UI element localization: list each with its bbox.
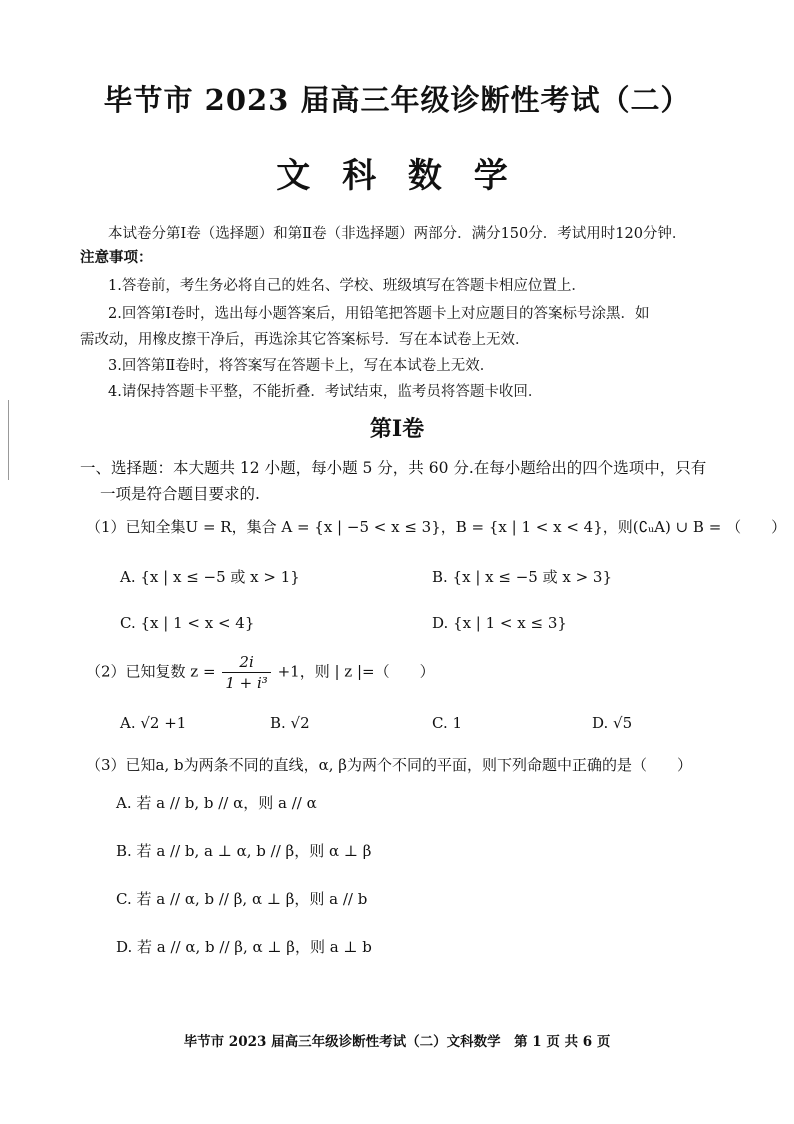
notice-item-2-cont: 需改动，用橡皮擦干净后，再选涂其它答案标号．写在本试卷上无效． [80,332,530,348]
question-2-option-c: C. 1 [432,714,463,732]
question-2-option-a: A. √2 +1 [120,714,187,732]
notice-item-4: 4.请保持答题卡平整，不能折叠．考试结束，监考员将答题卡收回． [108,384,543,400]
question-2-suffix: +1，则 | z |=（ ） [277,662,435,681]
section-heading: 一、选择题：本大题共 12 小题，每小题 5 分，共 60 分.在每小题给出的四个选项中，只有 [80,459,707,477]
question-2-stem [86,652,435,693]
question-1-option-c: C. {x | 1 < x < 4} [120,614,255,632]
exam-subject: 文 科 数 学 [276,156,518,196]
question-3-option-b: B. 若 a // b, a ⊥ α, b // β，则 α ⊥ β [116,842,372,860]
question-1-option-d: D. {x | 1 < x ≤ 3} [432,614,567,632]
question-3-stem: （3）已知a, b为两条不同的直线，α, β为两个不同的平面，则下列命题中正确的是（ ） [86,756,692,774]
question-2-option-d: D. √5 [592,714,633,732]
question-1-option-b: B. {x | x ≤ −5 或 x > 3} [432,568,613,586]
question-1-option-a: A. {x | x ≤ −5 或 x > 1} [120,568,300,586]
question-2-denominator: 1 + i³ [225,674,268,692]
notice-heading: 注意事项： [80,249,153,266]
section-heading-cont: 一项是符合题目要求的. [100,485,260,503]
volume-title: 第Ⅰ卷 [369,416,425,442]
question-2-option-b: B. √2 [270,714,310,732]
question-2-fraction [222,652,270,693]
question-2-numerator: 2i [222,652,270,673]
notice-item-3: 3.回答第Ⅱ卷时，将答案写在答题卡上，写在本试卷上无效． [108,358,495,374]
question-3-option-d: D. 若 a // α, b // β, α ⊥ β，则 a ⊥ b [116,938,372,956]
question-3-option-a: A. 若 a // b, b // α，则 a // α [116,794,317,812]
exam-title: 毕节市 2023 届高三年级诊断性考试（二） [103,83,691,117]
question-2-prefix: （2）已知复数 z = [86,662,216,681]
question-1-stem: （1）已知全集U = R，集合 A = {x | −5 < x ≤ 3}，B = {x | 1 < x < 4}，则(∁ᵤA) ∪ B = （ ） [86,518,787,536]
notice-item-1: 1.答卷前，考生务必将自己的姓名、学校、班级填写在答题卡相应位置上． [108,278,586,294]
page-footer: 毕节市 2023 届高三年级诊断性考试（二）文科数学 第 1 页 共 6 页 [183,1034,611,1050]
intro-text: 本试卷分第Ⅰ卷（选择题）和第Ⅱ卷（非选择题）两部分．满分150分．考试用时120分钟． [108,226,687,242]
question-3-option-c: C. 若 a // α, b // β, α ⊥ β，则 a // b [116,890,368,908]
notice-item-2: 2.回答第Ⅰ卷时，选出每小题答案后，用铅笔把答题卡上对应题目的答案标号涂黑．如 [108,306,650,322]
